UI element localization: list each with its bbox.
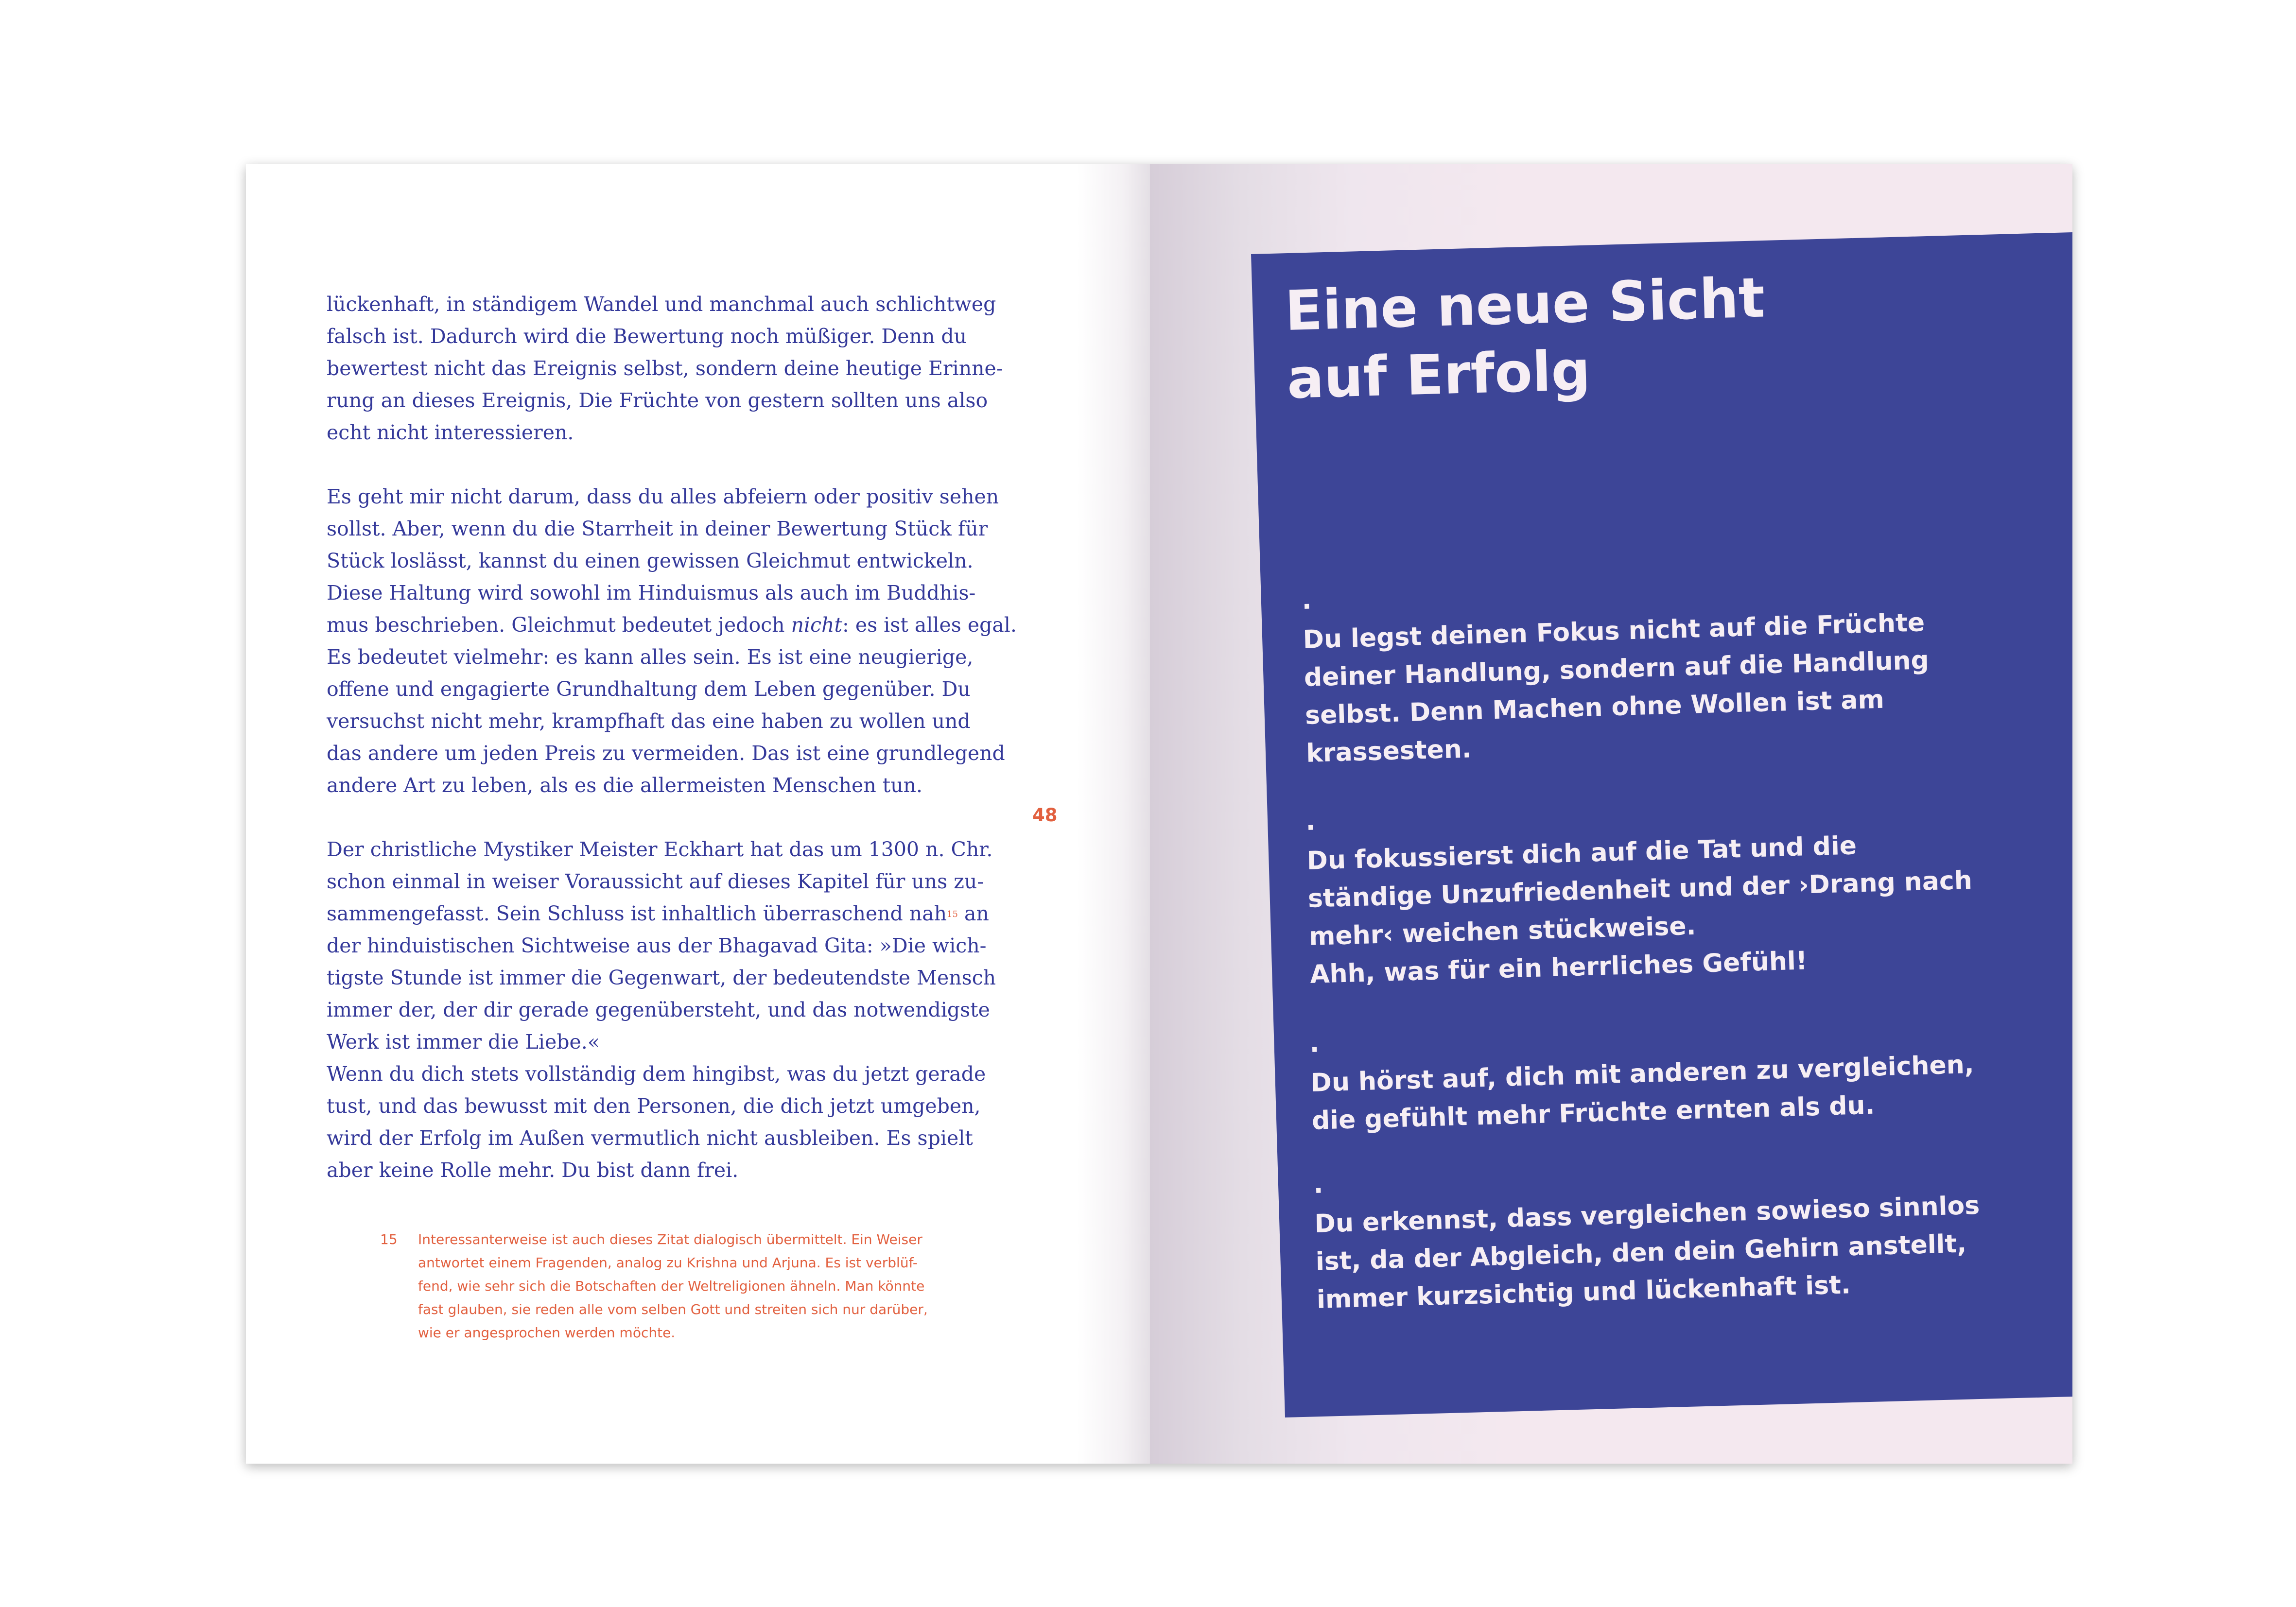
text-line (327, 609, 1017, 641)
text-segment: : es ist alles egal. (842, 613, 1017, 637)
text-line: Es geht mir nicht darum, dass du alles abfeiern oder positiv sehen (327, 485, 999, 508)
footnote-line: Interessanterweise ist auch dieses Zitat dialogisch übermittelt. Ein Weiser (418, 1231, 922, 1247)
bullet-line: deiner Handlung, sondern auf die Handlung (1304, 646, 1930, 692)
text-line: aber keine Rolle mehr. Du bist dann frei. (327, 1158, 739, 1182)
footnote-text (418, 1228, 928, 1345)
bullet-line: Ahh, was für ein herrliches Gefühl! (1309, 946, 1808, 989)
text-line: schon einmal in weiser Voraussicht auf dieses Kapitel für uns zu- (327, 870, 984, 893)
bullet-marker: . (1305, 807, 1316, 836)
emphasis-text: nicht (791, 613, 842, 637)
bullet-line: ist, da der Abgleich, den dein Gehirn anstellt, (1315, 1229, 1967, 1277)
text-line: das andere um jeden Preis zu vermeiden. Das ist eine grundlegend (327, 742, 1005, 765)
paragraph-3 (327, 833, 1007, 1186)
footnote-reference[interactable]: 15 (947, 909, 958, 919)
text-line: sollst. Aber, wenn du die Starrheit in deiner Bewertung Stück für (327, 517, 988, 540)
bullet-marker: . (1309, 1029, 1320, 1058)
text-line: andere Art zu leben, als es die allermeisten Menschen tun. (327, 774, 923, 797)
text-line: Werk ist immer die Liebe.« (327, 1030, 600, 1054)
text-line: Es bedeutet vielmehr: es kann alles sein. Es ist eine neugierige, (327, 645, 974, 669)
footnote-line: fend, wie sehr sich die Botschaften der Weltreligionen ähneln. Man könnte (418, 1278, 925, 1294)
bullet-line: selbst. Denn Machen ohne Wollen ist am (1305, 685, 1885, 730)
text-line: offene und engagierte Grundhaltung dem Leben gegenüber. Du (327, 677, 971, 701)
text-line: versuchst nicht mehr, krampfhaft das eine haben zu wollen und (327, 709, 971, 733)
bullet-item (1305, 794, 1975, 994)
text-line: der hinduistischen Sichtweise aus der Bhagavad Gita: »Die wich- (327, 934, 987, 957)
bullet-line: Du fokussierst dich auf die Tat und die (1306, 831, 1857, 876)
text-line: rung an dieses Ereignis, Die Früchte von gestern sollten uns also (327, 389, 988, 412)
book-spread (246, 164, 2072, 1464)
text-line: tust, und das bewusst mit den Personen, die dich jetzt umgeben, (327, 1094, 981, 1118)
text-segment: an (957, 902, 989, 925)
bullet-line: mehr‹ weichen stückweise. (1308, 911, 1697, 951)
text-segment: mus beschrieben. Gleichmut bedeutet jedoch (327, 613, 791, 637)
text-line: falsch ist. Dadurch wird die Bewertung noch müßiger. Denn du (327, 325, 967, 348)
text-line: Stück loslässt, kannst du einen gewissen Gleichmut entwickeln. (327, 549, 974, 572)
page-number: 48 (1032, 805, 1058, 826)
footnote-line: fast glauben, sie reden alle vom selben Gott und streiten sich nur darüber, (418, 1301, 928, 1317)
text-line: tigste Stunde ist immer die Gegenwart, der bedeutendste Mensch (327, 966, 996, 989)
right-page (1150, 164, 2072, 1464)
bullet-line: ständige Unzufriedenheit und der ›Drang nach (1307, 865, 1973, 914)
left-page (246, 164, 1150, 1464)
text-line: Diese Haltung wird sowohl im Hinduismus als auch im Buddhis- (327, 581, 976, 605)
text-segment: sammengefasst. Sein Schluss ist inhaltlich überraschend nah (327, 902, 947, 925)
bullet-line: die gefühlt mehr Früchte ernten als du. (1311, 1090, 1876, 1136)
bullet-line: Du hörst auf, dich mit anderen zu vergleichen, (1310, 1050, 1975, 1098)
text-line: Wenn du dich stets vollständig dem hingibst, was du jetzt gerade (327, 1062, 986, 1086)
title-line: auf Erfolg (1286, 338, 1592, 411)
footnote-line: wie er angesprochen werden möchte. (418, 1325, 676, 1341)
footnote-line: antwortet einem Fragenden, analog zu Krishna und Arjuna. Es ist verblüf- (418, 1255, 918, 1271)
text-line: lückenhaft, in ständigem Wandel und manchmal auch schlichtweg (327, 293, 996, 316)
bullet-marker: . (1313, 1170, 1324, 1199)
text-line: echt nicht interessieren. (327, 421, 574, 444)
bullet-line: Du legst deinen Fokus nicht auf die Früchte (1302, 608, 1925, 655)
bullet-line: Du erkennst, dass vergleichen sowieso sinnlos (1314, 1191, 1980, 1239)
paragraph-1 (327, 288, 1007, 449)
title-line: Eine neue Sicht (1284, 265, 1766, 343)
text-line: immer der, der dir gerade gegenübersteht, und das notwendigste (327, 998, 990, 1021)
bullet-line: krassesten. (1305, 734, 1472, 768)
card-title (1284, 263, 1768, 413)
text-line (327, 898, 1007, 930)
footnote-number: 15 (380, 1231, 398, 1247)
bullet-item (1302, 573, 1931, 773)
bullet-line: immer kurzsichtig und lückenhaft ist. (1316, 1270, 1851, 1314)
bullet-item (1309, 1016, 1976, 1140)
body-text (327, 288, 1017, 1186)
text-line: wird der Erfolg im Außen vermutlich nicht ausbleiben. Es spielt (327, 1126, 973, 1150)
paragraph-2 (327, 481, 1017, 801)
text-line: Der christliche Mystiker Meister Eckhart hat das um 1300 n. Chr. (327, 838, 993, 861)
bullet-marker: . (1301, 586, 1312, 615)
text-line: bewertest nicht das Ereignis selbst, sondern deine heutige Erinne- (327, 357, 1003, 380)
bullet-item (1313, 1157, 1982, 1319)
